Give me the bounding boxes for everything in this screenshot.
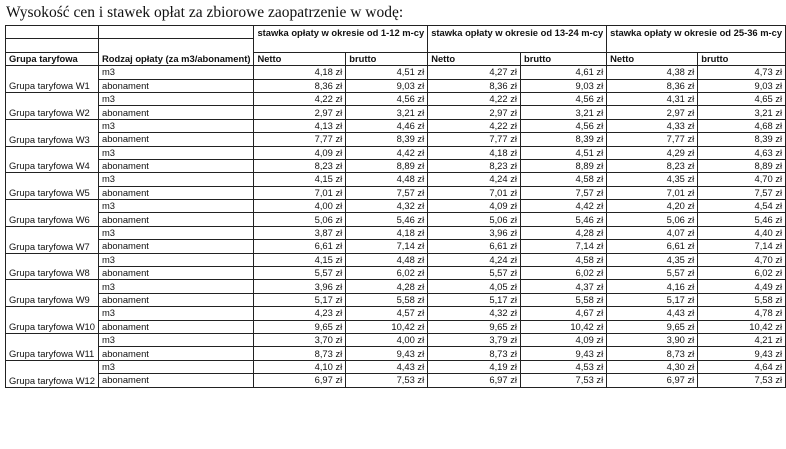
price-cell: 4,28 zł: [520, 226, 606, 239]
fee-type-abonament: abonament: [98, 374, 253, 387]
price-cell: 4,32 zł: [346, 200, 428, 213]
price-cell: 4,15 zł: [254, 173, 346, 186]
table-row: [6, 106, 786, 119]
price-cell: 5,57 zł: [607, 267, 698, 280]
price-cell: 7,77 zł: [428, 133, 521, 146]
price-cell: 5,58 zł: [698, 293, 786, 306]
price-cell: 6,02 zł: [698, 267, 786, 280]
price-cell: 10,42 zł: [520, 320, 606, 333]
table-row: [6, 253, 786, 266]
price-cell: 4,28 zł: [346, 280, 428, 293]
fee-type-abonament: abonament: [98, 213, 253, 226]
price-cell: 4,09 zł: [428, 200, 521, 213]
price-cell: 8,89 zł: [346, 159, 428, 172]
price-cell: 5,46 zł: [520, 213, 606, 226]
price-cell: 4,29 zł: [607, 146, 698, 159]
price-cell: 9,03 zł: [346, 79, 428, 92]
table-row: [6, 360, 786, 373]
price-cell: 9,65 zł: [607, 320, 698, 333]
price-cell: 4,67 zł: [520, 307, 606, 320]
price-cell: 4,22 zł: [428, 119, 521, 132]
price-cell: 4,43 zł: [607, 307, 698, 320]
fee-type-abonament: abonament: [98, 159, 253, 172]
price-cell: 4,78 zł: [698, 307, 786, 320]
table-row: [6, 92, 786, 105]
table-row: [6, 374, 786, 387]
price-cell: 4,70 zł: [698, 173, 786, 186]
price-cell: 4,35 zł: [607, 173, 698, 186]
table-row: [6, 293, 786, 306]
group-name: Grupa taryfowa W1: [6, 66, 99, 93]
fee-type-abonament: abonament: [98, 240, 253, 253]
price-cell: 3,87 zł: [254, 226, 346, 239]
price-cell: 4,18 zł: [346, 226, 428, 239]
price-cell: 8,39 zł: [698, 133, 786, 146]
price-cell: 4,42 zł: [346, 146, 428, 159]
price-cell: 4,51 zł: [346, 66, 428, 79]
price-cell: 5,57 zł: [254, 267, 346, 280]
price-cell: 9,43 zł: [346, 347, 428, 360]
price-cell: 8,39 zł: [346, 133, 428, 146]
price-cell: 4,13 zł: [254, 119, 346, 132]
price-cell: 6,02 zł: [520, 267, 606, 280]
price-cell: 4,63 zł: [698, 146, 786, 159]
price-cell: 4,23 zł: [254, 307, 346, 320]
header-brutto-2: brutto: [520, 52, 606, 65]
fee-type-abonament: abonament: [98, 133, 253, 146]
price-cell: 4,65 zł: [698, 92, 786, 105]
price-cell: 7,57 zł: [520, 186, 606, 199]
price-cell: 7,14 zł: [698, 240, 786, 253]
table-row: [6, 186, 786, 199]
price-cell: 8,36 zł: [254, 79, 346, 92]
price-cell: 3,70 zł: [254, 333, 346, 346]
table-row: [6, 267, 786, 280]
price-cell: 9,43 zł: [698, 347, 786, 360]
price-cell: 8,89 zł: [520, 159, 606, 172]
price-cell: 10,42 zł: [698, 320, 786, 333]
price-cell: 9,65 zł: [254, 320, 346, 333]
price-cell: 4,37 zł: [520, 280, 606, 293]
price-cell: 4,32 zł: [428, 307, 521, 320]
price-cell: 4,22 zł: [254, 92, 346, 105]
price-cell: 5,17 zł: [607, 293, 698, 306]
price-cell: 7,57 zł: [698, 186, 786, 199]
table-row: [6, 280, 786, 293]
price-cell: 4,57 zł: [346, 307, 428, 320]
price-cell: 4,19 zł: [428, 360, 521, 373]
price-cell: 5,46 zł: [346, 213, 428, 226]
group-name: Grupa taryfowa W9: [6, 280, 99, 307]
fee-type-m3: m3: [98, 226, 253, 239]
price-cell: 8,73 zł: [254, 347, 346, 360]
price-cell: 4,16 zł: [607, 280, 698, 293]
header-brutto-1: brutto: [346, 52, 428, 65]
fee-type-abonament: abonament: [98, 347, 253, 360]
header-netto-3: Netto: [607, 52, 698, 65]
price-cell: 4,07 zł: [607, 226, 698, 239]
fee-type-abonament: abonament: [98, 106, 253, 119]
price-cell: 4,24 zł: [428, 253, 521, 266]
price-cell: 9,03 zł: [698, 79, 786, 92]
fee-type-m3: m3: [98, 92, 253, 105]
price-cell: 4,42 zł: [520, 200, 606, 213]
table-row: [6, 146, 786, 159]
table-row: [6, 213, 786, 226]
table-row: [6, 133, 786, 146]
header-netto-2: Netto: [428, 52, 521, 65]
fee-type-m3: m3: [98, 173, 253, 186]
price-cell: 4,09 zł: [520, 333, 606, 346]
price-cell: 3,96 zł: [428, 226, 521, 239]
header-period-3: stawka opłaty w okresie od 25-36 m-cy: [607, 26, 786, 53]
group-name: Grupa taryfowa W7: [6, 226, 99, 253]
price-cell: 4,58 zł: [520, 173, 606, 186]
price-cell: 5,57 zł: [428, 267, 521, 280]
price-cell: 4,64 zł: [698, 360, 786, 373]
table-row: [6, 200, 786, 213]
price-cell: 9,43 zł: [520, 347, 606, 360]
header-fee-spacer: [98, 26, 253, 39]
price-cell: 9,65 zł: [428, 320, 521, 333]
price-cell: 7,57 zł: [346, 186, 428, 199]
price-cell: 4,27 zł: [428, 66, 521, 79]
price-cell: 8,89 zł: [698, 159, 786, 172]
price-cell: 4,00 zł: [254, 200, 346, 213]
price-cell: 7,77 zł: [254, 133, 346, 146]
price-cell: 4,22 zł: [428, 92, 521, 105]
header-row-periods: [6, 26, 786, 39]
price-cell: 10,42 zł: [346, 320, 428, 333]
price-cell: 4,40 zł: [698, 226, 786, 239]
page-title: Wysokość cen i stawek opłat za zbiorowe zaopatrzenie w wodę:: [6, 4, 404, 21]
group-name: Grupa taryfowa W10: [6, 307, 99, 334]
price-cell: 7,53 zł: [346, 374, 428, 387]
price-cell: 4,05 zł: [428, 280, 521, 293]
group-name: Grupa taryfowa W5: [6, 173, 99, 200]
price-cell: 4,48 zł: [346, 173, 428, 186]
price-cell: 8,73 zł: [607, 347, 698, 360]
price-cell: 4,68 zł: [698, 119, 786, 132]
group-name: Grupa taryfowa W11: [6, 333, 99, 360]
price-cell: 8,23 zł: [428, 159, 521, 172]
price-cell: 4,43 zł: [346, 360, 428, 373]
price-cell: 8,23 zł: [254, 159, 346, 172]
fee-type-m3: m3: [98, 119, 253, 132]
price-cell: 4,56 zł: [346, 92, 428, 105]
fee-type-abonament: abonament: [98, 186, 253, 199]
price-cell: 5,17 zł: [428, 293, 521, 306]
price-cell: 6,61 zł: [607, 240, 698, 253]
price-cell: 3,21 zł: [520, 106, 606, 119]
table-row: [6, 347, 786, 360]
price-cell: 6,61 zł: [428, 240, 521, 253]
price-cell: 4,20 zł: [607, 200, 698, 213]
price-cell: 4,51 zł: [520, 146, 606, 159]
price-cell: 6,02 zł: [346, 267, 428, 280]
fee-type-m3: m3: [98, 333, 253, 346]
price-cell: 5,06 zł: [254, 213, 346, 226]
price-cell: 6,97 zł: [428, 374, 521, 387]
price-cell: 4,46 zł: [346, 119, 428, 132]
price-cell: 3,21 zł: [346, 106, 428, 119]
price-cell: 6,97 zł: [254, 374, 346, 387]
header-period-1: stawka opłaty w okresie od 1-12 m-cy: [254, 26, 428, 53]
price-cell: 7,14 zł: [520, 240, 606, 253]
table-row: [6, 173, 786, 186]
price-cell: 3,96 zł: [254, 280, 346, 293]
price-cell: 7,01 zł: [254, 186, 346, 199]
table-row: [6, 66, 786, 79]
price-cell: 6,61 zł: [254, 240, 346, 253]
fee-type-m3: m3: [98, 307, 253, 320]
price-cell: 5,58 zł: [520, 293, 606, 306]
price-cell: 7,14 zł: [346, 240, 428, 253]
price-cell: 3,90 zł: [607, 333, 698, 346]
price-cell: 4,35 zł: [607, 253, 698, 266]
fee-type-m3: m3: [98, 360, 253, 373]
price-cell: 5,17 zł: [254, 293, 346, 306]
price-cell: 2,97 zł: [607, 106, 698, 119]
table-row: [6, 333, 786, 346]
fee-type-m3: m3: [98, 66, 253, 79]
price-cell: 7,53 zł: [520, 374, 606, 387]
price-cell: 4,58 zł: [520, 253, 606, 266]
price-cell: 4,30 zł: [607, 360, 698, 373]
price-cell: 8,36 zł: [428, 79, 521, 92]
table-row: [6, 240, 786, 253]
group-name: Grupa taryfowa W3: [6, 119, 99, 146]
price-cell: 8,36 zł: [607, 79, 698, 92]
fee-type-abonament: abonament: [98, 79, 253, 92]
tariff-table: [5, 25, 786, 388]
price-cell: 7,53 zł: [698, 374, 786, 387]
price-cell: 4,38 zł: [607, 66, 698, 79]
price-cell: 4,53 zł: [520, 360, 606, 373]
price-cell: 4,33 zł: [607, 119, 698, 132]
price-cell: 5,46 zł: [698, 213, 786, 226]
fee-type-m3: m3: [98, 200, 253, 213]
header-brutto-3: brutto: [698, 52, 786, 65]
price-cell: 8,73 zł: [428, 347, 521, 360]
price-cell: 4,18 zł: [254, 66, 346, 79]
group-name: Grupa taryfowa W4: [6, 146, 99, 173]
fee-type-abonament: abonament: [98, 293, 253, 306]
header-group-spacer: [6, 26, 99, 39]
price-cell: 4,48 zł: [346, 253, 428, 266]
price-cell: 2,97 zł: [254, 106, 346, 119]
header-fee-type: Rodzaj opłaty (za m3/abonament): [98, 39, 253, 66]
price-cell: 4,56 zł: [520, 92, 606, 105]
price-cell: 7,01 zł: [607, 186, 698, 199]
price-cell: 4,70 zł: [698, 253, 786, 266]
price-cell: 5,06 zł: [428, 213, 521, 226]
price-cell: 4,00 zł: [346, 333, 428, 346]
fee-type-m3: m3: [98, 280, 253, 293]
price-cell: 4,10 zł: [254, 360, 346, 373]
price-cell: 9,03 zł: [520, 79, 606, 92]
price-cell: 7,77 zł: [607, 133, 698, 146]
price-cell: 6,97 zł: [607, 374, 698, 387]
header-netto-1: Netto: [254, 52, 346, 65]
group-name: Grupa taryfowa W6: [6, 200, 99, 227]
price-cell: 2,97 zł: [428, 106, 521, 119]
price-cell: 8,23 zł: [607, 159, 698, 172]
price-cell: 4,09 zł: [254, 146, 346, 159]
table-row: [6, 320, 786, 333]
group-name: Grupa taryfowa W8: [6, 253, 99, 280]
header-period-2: stawka opłaty w okresie od 13-24 m-cy: [428, 26, 607, 53]
fee-type-abonament: abonament: [98, 267, 253, 280]
fee-type-abonament: abonament: [98, 320, 253, 333]
table-row: [6, 79, 786, 92]
price-cell: 8,39 zł: [520, 133, 606, 146]
price-cell: 4,31 zł: [607, 92, 698, 105]
group-name: Grupa taryfowa W2: [6, 92, 99, 119]
price-cell: 5,06 zł: [607, 213, 698, 226]
header-group: Grupa taryfowa: [6, 52, 99, 65]
price-cell: 4,73 zł: [698, 66, 786, 79]
price-cell: 4,61 zł: [520, 66, 606, 79]
price-cell: 4,56 zł: [520, 119, 606, 132]
table-row: [6, 226, 786, 239]
price-cell: 3,79 zł: [428, 333, 521, 346]
price-cell: 3,21 zł: [698, 106, 786, 119]
price-cell: 7,01 zł: [428, 186, 521, 199]
fee-type-m3: m3: [98, 253, 253, 266]
group-name: Grupa taryfowa W12: [6, 360, 99, 387]
header-group-spacer: [6, 39, 99, 52]
table-row: [6, 119, 786, 132]
price-cell: 5,58 zł: [346, 293, 428, 306]
price-cell: 4,21 zł: [698, 333, 786, 346]
price-cell: 4,18 zł: [428, 146, 521, 159]
table-row: [6, 159, 786, 172]
price-cell: 4,49 zł: [698, 280, 786, 293]
price-cell: 4,54 zł: [698, 200, 786, 213]
price-cell: 4,15 zł: [254, 253, 346, 266]
table-row: [6, 307, 786, 320]
price-cell: 4,24 zł: [428, 173, 521, 186]
fee-type-m3: m3: [98, 146, 253, 159]
